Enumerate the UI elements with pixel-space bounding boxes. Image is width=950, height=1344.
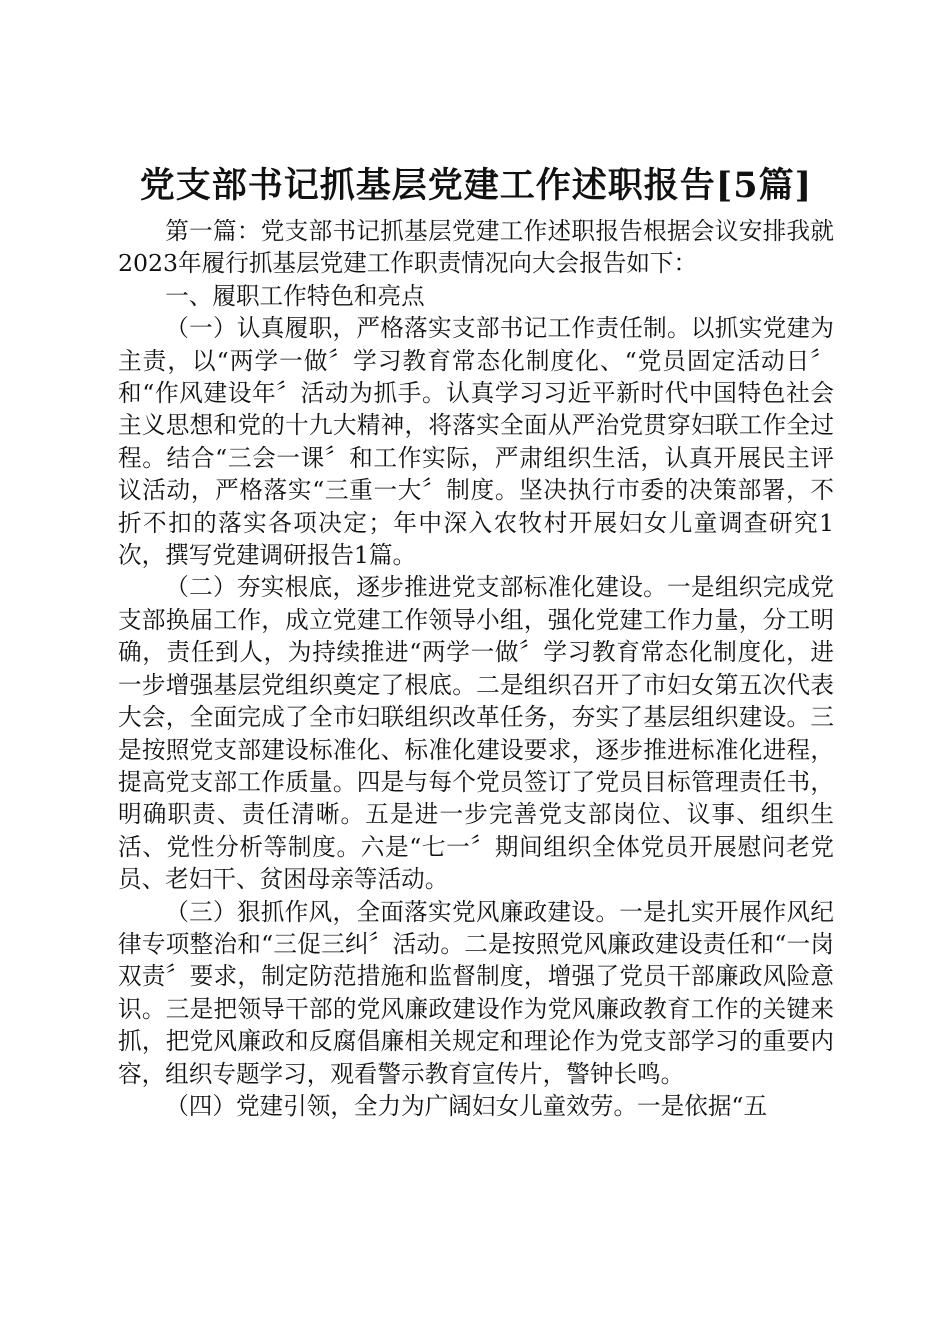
document-title: 党支部书记抓基层党建工作述职报告[5篇] <box>139 165 813 206</box>
intro-paragraph: 第一篇：党支部书记抓基层党建工作述职报告根据会议安排我就2023年履行抓基层党建工作职责情况向大会报告如下： <box>118 217 834 278</box>
paragraph-item-3: （三）狠抓作风，全面落实党风廉政建设。一是扎实开展作风纪律专项整治和“三促三纠〞活动。二是按照党风廉政建设责任和“一岗双责〞要求，制定防范措施和监督制度，增强了党员干部廉政风险意识。三是把领导干部的党风廉政建设作为党风廉政教育工作的关键来抓，把党风廉政和反腐倡廉相关规定和理论作为党支部学习的重要内容，组织专题学习，观看警示教育宣传片，警钟长鸣。 <box>118 897 834 1088</box>
paragraph-item-1: （一）认真履职，严格落实支部书记工作责任制。以抓实党建为主责，以“两学一做〞学习教育常态化制度化、“党员固定活动日〞和“作风建设年〞活动为抓手。认真学习习近平新时代中国特色社会主义思想和党的十九大精神，将落实全面从严治党贯穿妇联工作全过程。结合“三会一课〞和工作实际，严肃组织生活，认真开展民主评议活动，严格落实“三重一大〞制度。坚决执行市委的决策部署，不折不扣的落实各项决定；年中深入农牧村开展妇女儿童调查研究1次，撰写党建调研报告1篇。 <box>118 314 834 570</box>
paragraph-item-2: （二）夯实根底，逐步推进党支部标准化建设。一是组织完成党支部换届工作，成立党建工作领导小组，强化党建工作力量，分工明确，责任到人，为持续推进“两学一做〞学习教育常态化制度化，进一步增强基层党组织奠定了根底。二是组织召开了市妇女第五次代表大会，全面完成了全市妇联组织改革任务，夯实了基层组织建设。三是按照党支部建设标准化、标准化建设要求，逐步推进标准化进程，提高党支部工作质量。四是与每个党员签订了党员目标管理责任书，明确职责、责任清晰。五是进一步完善党支部岗位、议事、组织生活、党性分析等制度。六是“七一〞期间组织全体党员开展慰问老党员、老妇干、贫困母亲等活动。 <box>118 573 834 894</box>
document-page <box>118 165 834 1122</box>
paragraph-item-4: （四）党建引领，全力为广阔妇女儿童效劳。一是依据“五 <box>165 1091 768 1120</box>
section-heading: 一、履职工作特色和亮点 <box>165 281 425 310</box>
